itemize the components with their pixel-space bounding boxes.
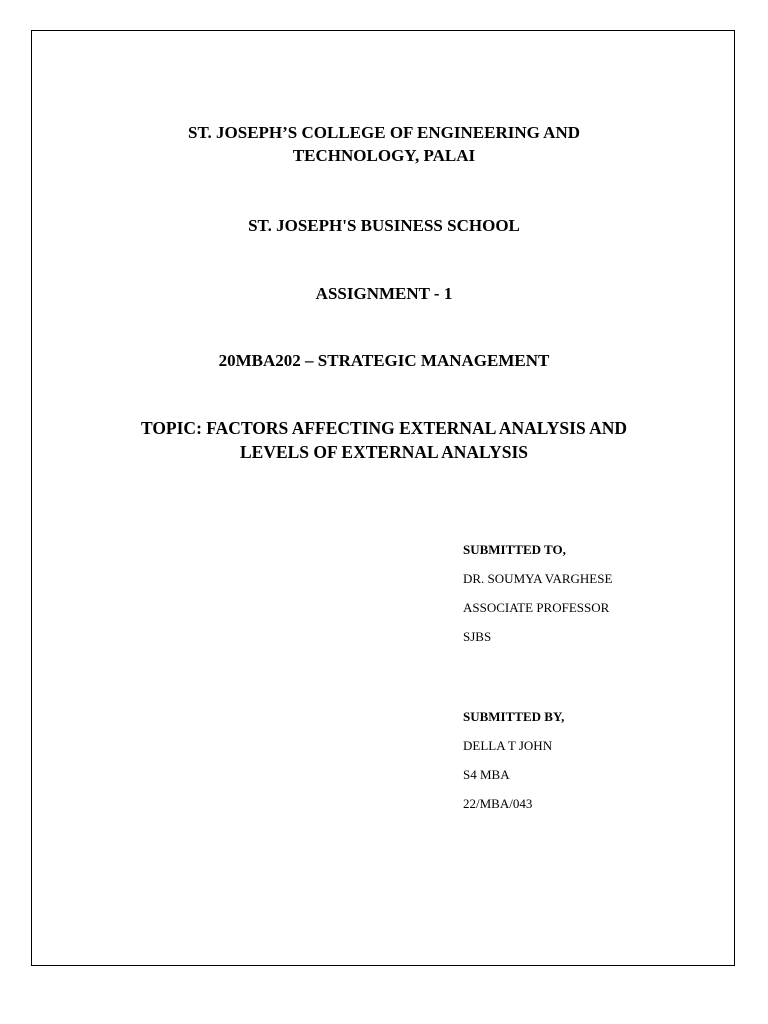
submitted-to-label: SUBMITTED TO, bbox=[463, 542, 566, 557]
college-name-line-1: ST. JOSEPH’S COLLEGE OF ENGINEERING AND bbox=[187, 123, 581, 142]
submitted-to-block bbox=[463, 542, 733, 645]
submitted-by-roll-number: 22/MBA/043 bbox=[463, 796, 533, 811]
assignment-title: ASSIGNMENT - 1 bbox=[315, 284, 453, 303]
submitted-by-label: SUBMITTED BY, bbox=[463, 709, 565, 724]
submitted-by-name: DELLA T JOHN bbox=[463, 738, 553, 753]
submitted-to-name: DR. SOUMYA VARGHESE bbox=[463, 571, 613, 586]
submitted-to-institution: SJBS bbox=[463, 629, 492, 644]
school-name: ST. JOSEPH'S BUSINESS SCHOOL bbox=[248, 216, 520, 235]
college-name-line-2: TECHNOLOGY, PALAI bbox=[292, 146, 476, 165]
topic-line-1: TOPIC: FACTORS AFFECTING EXTERNAL ANALYSIS AND bbox=[140, 418, 628, 438]
submitted-by-class: S4 MBA bbox=[463, 767, 510, 782]
course-title: 20MBA202 – STRATEGIC MANAGEMENT bbox=[218, 351, 550, 370]
topic-line-2: LEVELS OF EXTERNAL ANALYSIS bbox=[239, 442, 529, 462]
page-border bbox=[31, 30, 735, 966]
submitted-by-block bbox=[463, 709, 733, 812]
submitted-to-designation: ASSOCIATE PROFESSOR bbox=[463, 600, 610, 615]
